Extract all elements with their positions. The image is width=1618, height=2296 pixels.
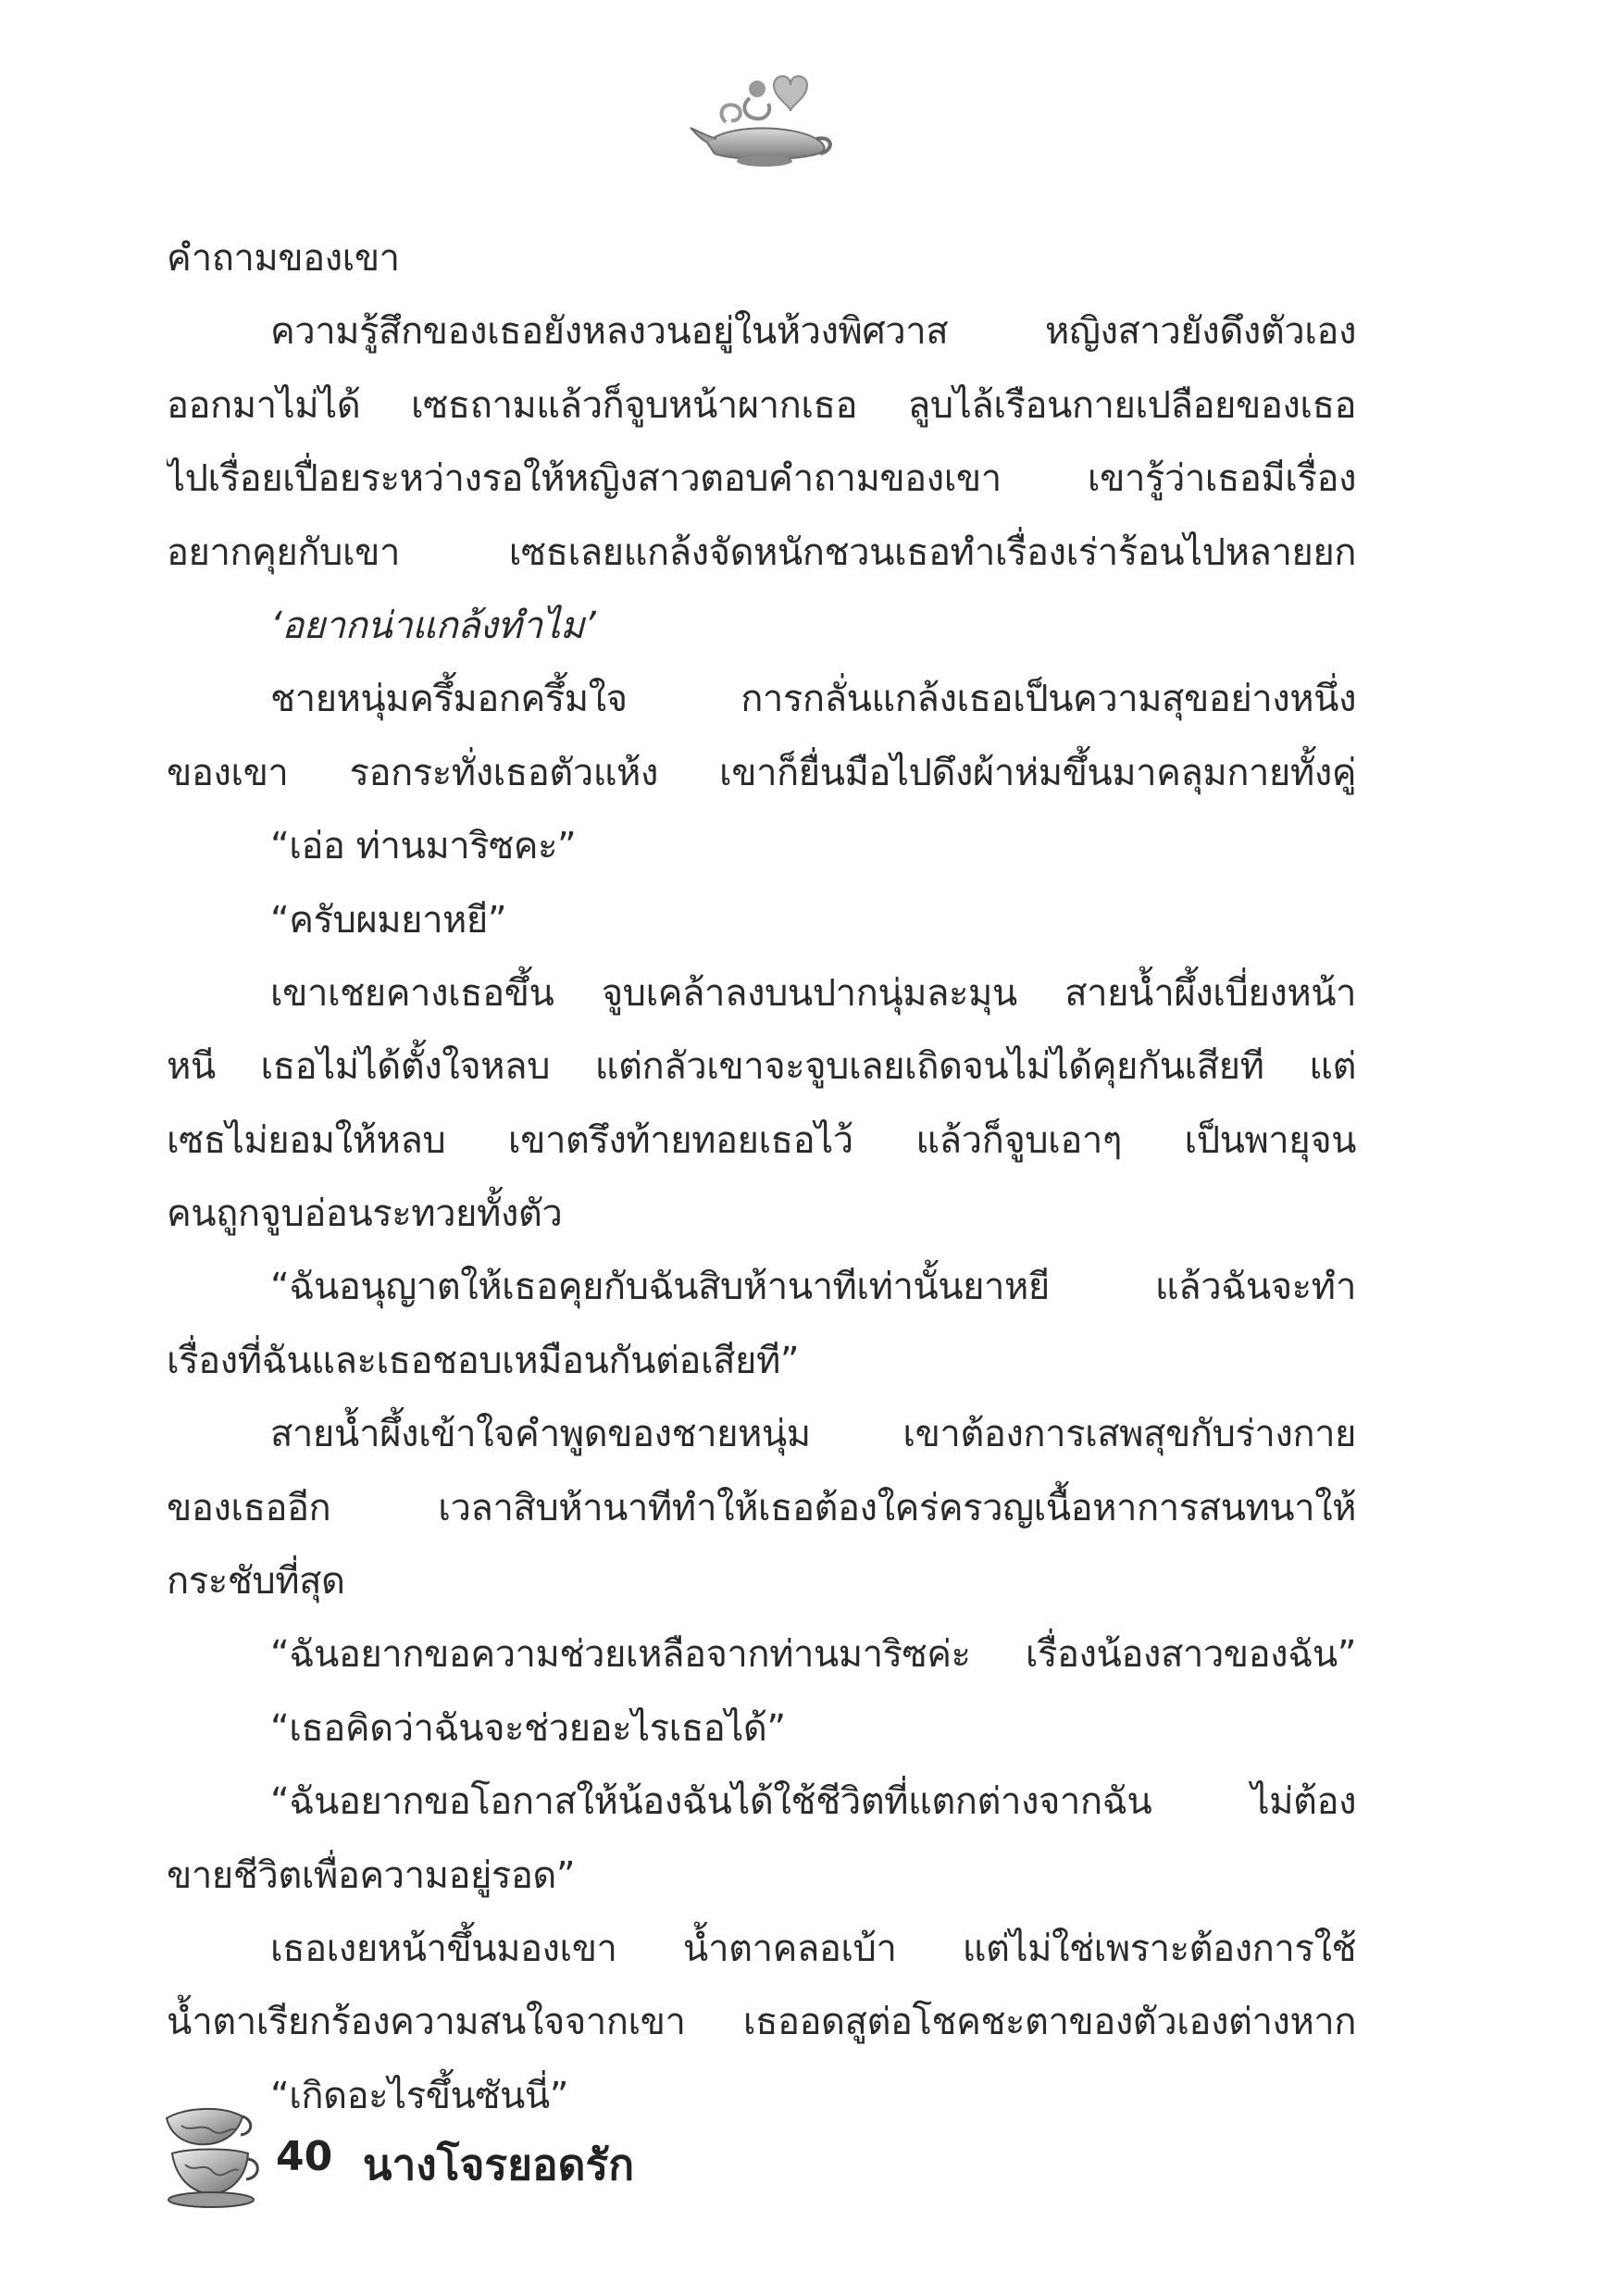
text-line: “ฉันอยากขอความช่วยเหลือจากท่านมาริซค่ะ เรื่องน้องสาวของฉัน” [270,1633,1356,1677]
genie-lamp-icon [689,57,837,168]
text-line: คำถามของเขา [167,237,400,280]
text-line: อยากคุยกับเขา เซธเลยแกล้งจัดหนักชวนเธอทำเรื่องเร่าร้อนไปหลายยก [167,530,1356,574]
text-line: ‘อยากน่าแกล้งทำไม’ [270,604,596,647]
page-number: 40 [276,2133,333,2180]
text-line: ชายหนุ่มครึ้มอกครึ้มใจ การกลั่นแกล้งเธอเป็นความสุขอย่างหนึ่ง [270,678,1356,721]
text-line: ขายชีวิตเพื่อความอยู่รอด” [167,1853,576,1897]
text-line: สายน้ำผึ้งเข้าใจคำพูดของชายหนุ่ม เขาต้องการเสพสุขกับร่างกาย [270,1413,1356,1456]
text-line: ไปเรื่อยเปื่อยระหว่างรอให้หญิงสาวตอบคำถามของเขา เขารู้ว่าเธอมีเรื่อง [167,457,1356,501]
text-line: “ครับผมยาหยี” [270,898,507,942]
text-line: “ฉันอยากขอโอกาสให้น้องฉันได้ใช้ชีวิตที่แตกต่างจากฉัน ไม่ต้อง [270,1780,1356,1824]
body-text [167,222,1356,2133]
text-line: “เธอคิดว่าฉันจะช่วยอะไรเธอได้” [270,1706,786,1750]
teacup-icon [157,2100,268,2211]
text-line: น้ำตาเรียกร้องความสนใจจากเขา เธออดสูต่อโชคชะตาของตัวเองต่างหาก [167,2001,1356,2044]
text-line: กระชับที่สุด [167,1560,345,1603]
page-footer [157,2100,805,2211]
text-line: ออกมาไม่ได้ เซธถามแล้วก็จูบหน้าผากเธอ ลูบไล้เรือนกายเปลือยของเธอ [167,383,1356,427]
text-line: “เอ่อ ท่านมาริซคะ” [270,825,577,868]
book-title: นางโจรยอดรัก [363,2140,635,2190]
text-line: หนี เธอไม่ได้ตั้งใจหลบ แต่กลัวเขาจะจูบเลยเถิดจนไม่ได้คุยกันเสียที แต่ [167,1045,1356,1089]
text-line: คนถูกจูบอ่อนระทวยทั้งตัว [167,1192,563,1236]
text-line: “เกิดอะไรขึ้นซันนี่” [270,2074,568,2117]
text-line: เรื่องที่ฉันและเธอชอบเหมือนกันต่อเสียที” [167,1339,800,1382]
text-line: ของเขา รอกระทั่งเธอตัวแห้ง เขาก็ยื่นมือไปดึงผ้าห่มขึ้นมาคลุมกายทั้งคู่ [167,751,1356,794]
text-line: เซธไม่ยอมให้หลบ เขาตรึงท้ายทอยเธอไว้ แล้วก็จูบเอาๆ เป็นพายุจน [167,1118,1356,1162]
text-line: เขาเชยคางเธอขึ้น จูบเคล้าลงบนปากนุ่มละมุน สายน้ำผึ้งเบี่ยงหน้า [270,971,1356,1015]
text-line: เธอเงยหน้าขึ้นมองเขา น้ำตาคลอเบ้า แต่ไม่ใช่เพราะต้องการใช้ [270,1927,1356,1970]
text-line: ความรู้สึกของเธอยังหลงวนอยู่ในห้วงพิศวาส หญิงสาวยังดึงตัวเอง [270,310,1356,354]
text-line: ของเธออีก เวลาสิบห้านาทีทำให้เธอต้องใคร่ครวญเนื้อหาการสนทนาให้ [167,1486,1356,1529]
text-line: “ฉันอนุญาตให้เธอคุยกับฉันสิบห้านาทีเท่านั้นยาหยี แล้วฉันจะทำ [270,1266,1356,1309]
